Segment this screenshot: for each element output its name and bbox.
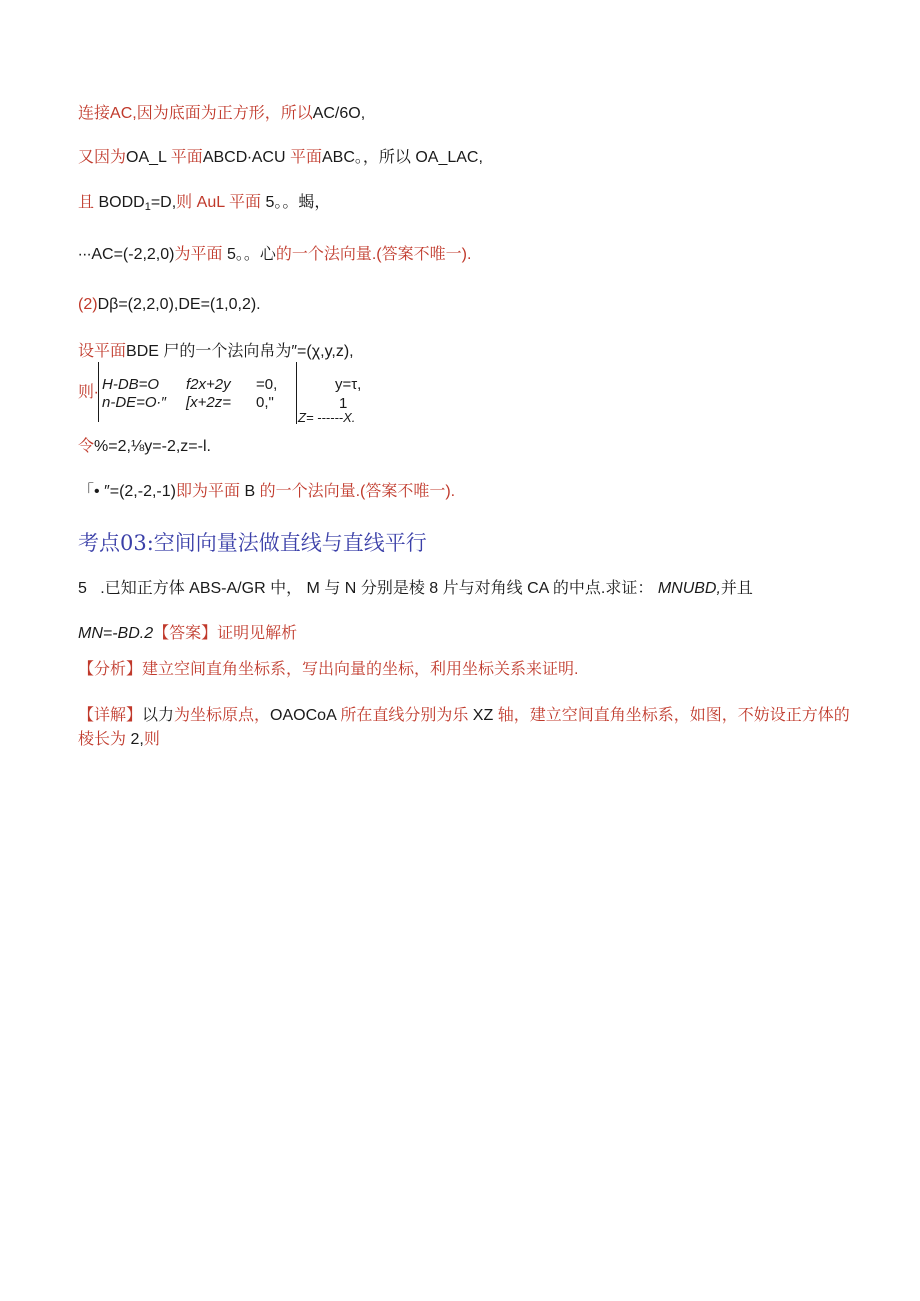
text: 平面: [170, 149, 203, 166]
text: CA: [527, 580, 549, 597]
text: N: [344, 580, 357, 597]
question-5: [78, 579, 753, 599]
equation-r1c2: f2x+2y: [186, 376, 231, 393]
brace-right: [296, 362, 297, 424]
text: %=2,⅛y=-2,z=-l.: [94, 438, 211, 455]
text: 即为平面: [175, 483, 240, 500]
text: 令: [78, 438, 95, 455]
text: 因为底面为正方形，所以: [136, 105, 313, 122]
text: MN=-BD.2: [78, 625, 154, 642]
solution-z: Z= ------X.: [298, 410, 356, 425]
text: OAOCoA: [270, 707, 336, 724]
equation-r2c3: 0,": [256, 394, 274, 411]
text: AuL: [196, 194, 225, 211]
text: 「•: [78, 483, 100, 500]
text: 为坐标原点，: [174, 707, 271, 724]
text: 的一个法向量.(答案不唯一).: [259, 483, 456, 500]
system-label: 则∙: [78, 384, 99, 401]
text: 与: [324, 580, 341, 597]
line-because-oa: [78, 148, 483, 168]
text: 建立空间直角坐标系，写出向量的坐标，利用坐标关系来证明.: [142, 661, 579, 678]
analysis-label: 【分析】: [78, 661, 143, 678]
text: 连接: [78, 105, 111, 122]
text: AC,: [110, 105, 137, 122]
text: BODD: [98, 194, 145, 211]
text: AC/6O,: [312, 105, 366, 122]
text: 并且: [720, 580, 753, 597]
answer-label: 【答案】证明见解析: [153, 625, 298, 642]
equation-r2c1: n-DE=O∙″: [102, 394, 167, 411]
section-heading: 考点03:空间向量法做直线与直线平行: [78, 531, 427, 555]
text: ABCD∙ACU: [202, 149, 286, 166]
text: OA_LAC,: [415, 149, 483, 166]
text: ″=(2,-2,-1): [104, 483, 176, 500]
solution-fraction: 1: [339, 395, 348, 412]
text: 中，: [270, 580, 303, 597]
text: BDE: [126, 343, 159, 360]
text: 平面: [228, 194, 261, 211]
text: M: [306, 580, 320, 597]
line-n-normal-vector: [78, 482, 455, 502]
question-5-cont: [78, 624, 297, 644]
text: 为平面: [174, 246, 223, 263]
text: B: [244, 483, 256, 500]
line-set-plane-bde: [78, 342, 354, 362]
text: 所在直线分别为乐: [340, 707, 469, 724]
equation-r1c3: =0,: [256, 376, 278, 393]
text: 尸的一个法向帛为: [163, 343, 292, 360]
text: =D,: [150, 194, 177, 211]
text: 分别是棱: [360, 580, 425, 597]
text: 则: [143, 731, 160, 748]
text: 轴，建立空间直角坐标系，如图，不妨设正方体的: [497, 707, 850, 724]
text: 片与对角线: [442, 580, 523, 597]
equation-r1c1: H-DB=O: [102, 376, 160, 393]
brace-left: [98, 362, 99, 422]
text: 5。。心: [226, 246, 276, 263]
text: 且: [78, 194, 95, 211]
text: 的中点.求证：: [552, 580, 654, 597]
text: 设平面: [78, 343, 127, 360]
text: ″=(χ,y,z),: [291, 343, 354, 360]
text: 平面: [289, 149, 322, 166]
text: XZ: [472, 707, 494, 724]
subscript: 1: [144, 201, 151, 213]
text: 5。。蝎，: [265, 194, 331, 211]
text: ∙∙∙AC=(-2,2,0): [78, 246, 175, 263]
text: 则: [176, 194, 193, 211]
line-and-bodd: [78, 193, 330, 217]
text: 棱长为: [78, 731, 127, 748]
text: 2,: [130, 731, 144, 748]
text: MNUBD,: [657, 580, 721, 597]
equation-r2c2: [x+2z=: [186, 394, 232, 411]
text: (2): [78, 296, 98, 313]
text: .已知正方体: [100, 580, 185, 597]
question-number: 5: [78, 580, 87, 597]
solution-y: y=τ,: [335, 376, 362, 393]
text: ABC。，所以: [321, 149, 411, 166]
text: 8: [429, 580, 439, 597]
analysis-line: [78, 660, 578, 680]
text: 以力: [142, 707, 175, 724]
line-ac-normal-vector: [78, 245, 471, 265]
line-part-2: [78, 295, 261, 315]
line-connect-ac: [78, 104, 365, 124]
line-let-x: [78, 437, 211, 457]
text: 又因为: [78, 149, 127, 166]
detail-line-1: [78, 706, 850, 726]
detail-label: 【详解】: [78, 707, 143, 724]
text: ABS-A/GR: [189, 580, 266, 597]
text: 的一个法向量.(答案不唯一).: [275, 246, 472, 263]
text: Dβ=(2,2,0),DE=(1,0,2).: [97, 296, 261, 313]
detail-line-2: [78, 730, 160, 750]
text: OA_L: [126, 149, 167, 166]
